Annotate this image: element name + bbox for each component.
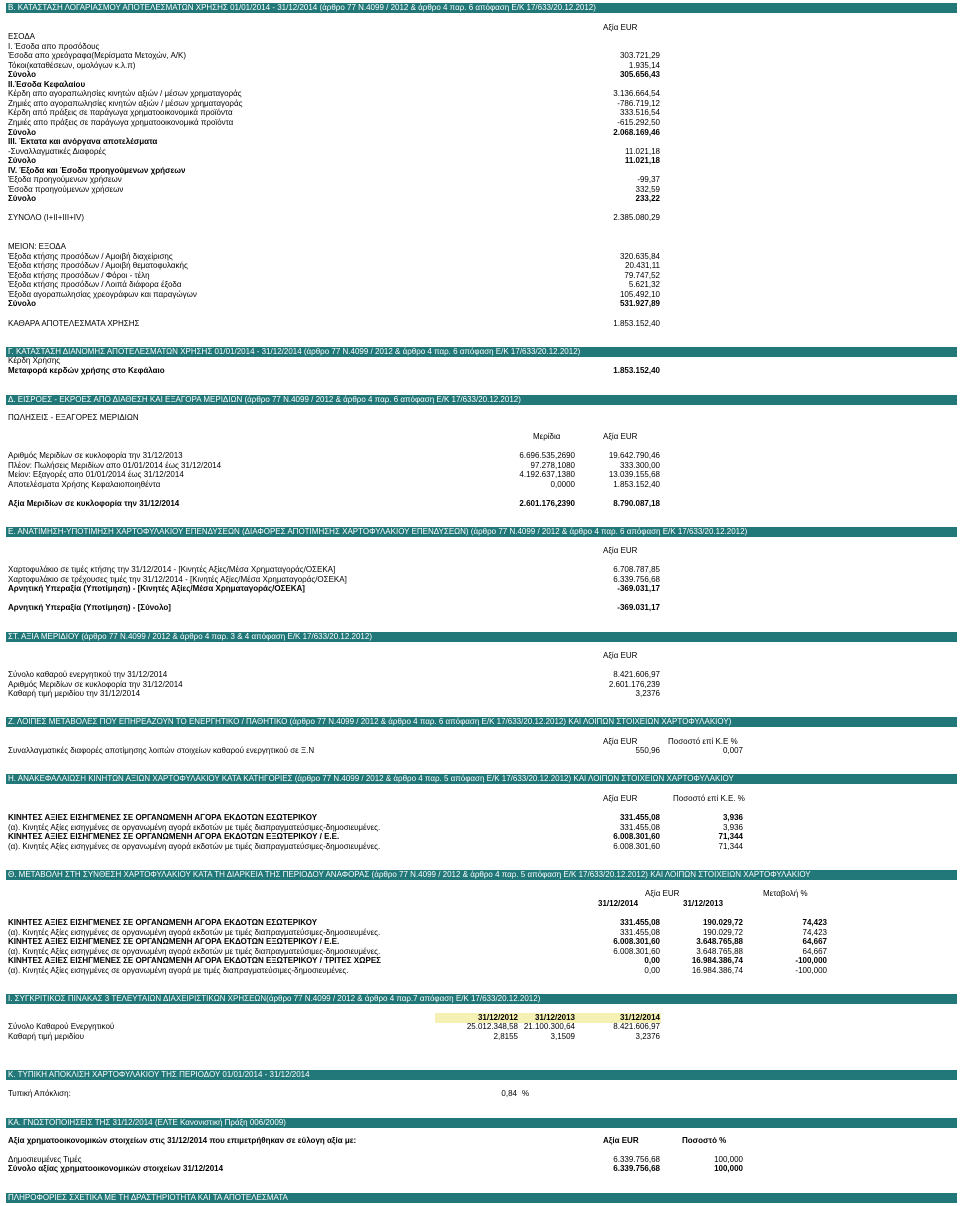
th-row-value-2014: 0,00 <box>644 966 660 975</box>
b-row-value: 105.492,10 <box>619 289 660 299</box>
b-row-label: Ζημιές απο πράξεις σε παράγωγα χρηματοοικονομικά προϊόντα <box>8 117 234 127</box>
g-line-2-value: 1.853.152,40 <box>613 366 660 375</box>
b-row-label: ΜΕΙΟΝ: ΕΞΟΔΑ <box>8 242 66 252</box>
b-row-value: -786.719,12 <box>617 98 660 108</box>
b-row-label: Έσοδα απο χρεόγραφα(Μερίσματα Μετοχών, Α/Κ) <box>8 51 187 61</box>
d-row-value: 13.039.155,68 <box>608 470 660 480</box>
i-row-value: 21.100.300,64 <box>523 1022 575 1031</box>
section-g-header: Γ. ΚΑΤΑΣΤΑΣΗ ΔΙΑΝΟΜΗΣ ΑΠΟΤΕΛΕΣΜΑΤΩΝ ΧΡΗΣΗΣ 01/01/2014 - 31/12/2014 (άρθρο 77 Ν.4099 / 2012 & άρθρο 4 παρ. 6 απόφαση Ε/Κ 17/633/20.12.2012) <box>6 347 957 357</box>
i-date-0: 31/12/2012 <box>477 1013 518 1022</box>
ka-row-pct: 100,000 <box>714 1155 743 1164</box>
e-row-value: 6.708.787,85 <box>613 565 660 574</box>
d-col-value: Αξία EUR <box>603 432 638 441</box>
d-subtitle: ΠΩΛΗΣΕΙΣ - ΕΞΑΓΟΡΕΣ ΜΕΡΙΔΙΩΝ <box>8 413 139 422</box>
b-row-value: 3.136.664,54 <box>613 89 660 99</box>
th-row-change: -100,000 <box>795 966 827 975</box>
h-row-pct: 3,936 <box>722 822 743 832</box>
th-row-value-2014: 331.455,08 <box>619 918 660 927</box>
b-col-header: Αξία EUR <box>603 23 638 32</box>
g-line-2-label: Μεταφορά κερδών χρήσης στο Κεφάλαιο <box>8 366 165 375</box>
g-line-1: Κέρδη Χρήσης <box>8 356 61 365</box>
section-d-header: Δ. ΕΙΣΡΟΕΣ - ΕΚΡΟΕΣ ΑΠΟ ΔΙΑΘΕΣΗ ΚΑΙ ΕΞΑΓΟΡΑ ΜΕΡΙΔΙΩΝ (άρθρο 77 Ν.4099 / 2012 & άρθρο 4 παρ. 6 απόφαση Ε/Κ 17/633/20.12.2012) <box>6 395 957 405</box>
th-col-change: Μεταβολή % <box>763 889 808 898</box>
z-col-pct: Ποσοστό επί Κ.Ε % <box>668 737 738 746</box>
th-row-value-2013: 3.648.765,88 <box>696 937 743 947</box>
th-row-value-2014: 6.008.301,60 <box>613 937 660 947</box>
d-row-units: 97.278,1080 <box>530 460 575 470</box>
th-row-change: 64,667 <box>802 946 827 956</box>
b-row-value: -99,37 <box>637 175 660 185</box>
b-row-label: Τόκοι(καταθέσεων, ομολόγων κ.λ.π) <box>8 60 136 70</box>
z-row-pct: 0,007 <box>722 746 743 755</box>
b-row-value: 2.068.169,46 <box>613 127 660 137</box>
ka-col-value: Αξία EUR <box>603 1136 639 1145</box>
b-row-label: ΚΑΘΑΡΑ ΑΠΟΤΕΛΕΣΜΑΤΑ ΧΡΗΣΗΣ <box>8 318 140 328</box>
i-date-1: 31/12/2013 <box>534 1013 575 1022</box>
th-col-date-2: 31/12/2013 <box>683 899 724 908</box>
z-row-label: Συναλλαγματικές διαφορές αποτίμησης λοιπών στοιχείων καθαρού ενεργητικού σε Ξ.Ν <box>8 746 315 755</box>
th-row-label: ΚΙΝΗΤΕΣ ΑΞΙΕΣ ΕΙΣΗΓΜΕΝΕΣ ΣΕ ΟΡΓΑΝΩΜΕΝΗ ΑΓΟΡΑ ΕΚΔΟΤΩΝ ΕΞΩΤΕΡΙΚΟΥ / ΤΡΙΤΕΣ ΧΩΡΕΣ <box>8 956 381 966</box>
section-st-header: ΣΤ. ΑΞΙΑ ΜΕΡΙΔΙΟΥ (άρθρο 77 Ν.4099 / 2012 & άρθρο 4 παρ. 3 & 4 απόφαση Ε/Κ 17/633/20.12.2012) <box>6 632 957 642</box>
b-row-label: Κέρδη από πράξεις σε παράγωγα χρηματοοικονομικά προϊόντα <box>8 108 233 118</box>
b-row-label: Έξοδα κτήσης προσόδων / Λοιπά διάφορα έξοδα <box>8 280 182 290</box>
i-row-value: 2,8155 <box>493 1032 518 1041</box>
b-row-value: 2.385.080,29 <box>613 213 660 223</box>
b-row-label: Έσοδα προηγούμενων χρήσεων <box>8 184 124 194</box>
section-k-header: Κ. ΤΥΠΙΚΗ ΑΠΟΚΛΙΣΗ ΧΑΡΤΟΦΥΛΑΚΙΟΥ ΤΗΣ ΠΕΡΙΟΔΟΥ 01/01/2014 - 31/12/2014 <box>6 1070 957 1080</box>
b-row-value: 20.431,11 <box>625 261 660 271</box>
b-row-value: 332,59 <box>635 184 660 194</box>
d-row-units: 4.192.637,1380 <box>519 470 575 480</box>
z-col-value: Αξία EUR <box>603 737 638 746</box>
th-row-value-2014: 6.008.301,60 <box>613 946 660 956</box>
b-row-label: Έξοδα κτήσης προσόδων / Αμοιβή διαχείρισης <box>8 251 173 261</box>
b-row-label: ΣΥΝΟΛΟ (Ι+ΙΙ+ΙΙΙ+ΙV) <box>8 213 84 223</box>
th-row-change: 64,667 <box>802 937 827 947</box>
th-row-change: 74,423 <box>802 918 827 927</box>
ka-col-pct: Ποσοστό % <box>682 1136 727 1145</box>
b-row-label: ΙV. Έξοδα και Έσοδα προηγούμενων χρήσεων <box>8 165 186 175</box>
d-row-value: 1.853.152,40 <box>613 479 660 489</box>
b-row-value: 1.935,14 <box>628 60 660 70</box>
ka-total-pct: 100,000 <box>714 1164 743 1173</box>
d-total-units: 2.601.176,2390 <box>519 499 575 508</box>
section-b-header: Β. ΚΑΤΑΣΤΑΣΗ ΛΟΓΑΡΙΑΣΜΟΥ ΑΠΟΤΕΛΕΣΜΑΤΩΝ ΧΡΗΣΗΣ 01/01/2014 - 31/12/2014 (άρθρο 77 Ν.4099 / 2012 & άρθρο 4 παρ. 6 απόφαση Ε/Κ 17/633/20.12.2012) <box>6 3 957 13</box>
st-row-label: Σύνολο καθαρού ενεργητικού την 31/12/2014 <box>8 670 168 679</box>
d-row-value: 333.300,00 <box>619 460 660 470</box>
h-row-pct: 3,936 <box>722 813 743 822</box>
b-row-label: ΙΙΙ. Έκτατα και ανόργανα αποτελέσματα <box>8 137 158 147</box>
th-row-change: 74,423 <box>802 927 827 937</box>
k-label: Τυπική Απόκλιση: <box>8 1089 71 1098</box>
b-row-value: 305.656,43 <box>619 70 660 80</box>
h-col-value: Αξία EUR <box>603 794 638 803</box>
d-row-value: 19.642.790,46 <box>608 451 660 460</box>
b-row-label: Έξοδα κτήσης προσόδων / Φόροι - τέλη <box>8 270 150 280</box>
h-row-label: ΚΙΝΗΤΕΣ ΑΞΙΕΣ ΕΙΣΗΓΜΕΝΕΣ ΣΕ ΟΡΓΑΝΩΜΕΝΗ ΑΓΟΡΑ ΕΚΔΟΤΩΝ ΕΞΩΤΕΡΙΚΟΥ / Ε.Ε. <box>8 832 340 842</box>
th-row-value-2013: 190.029,72 <box>702 918 743 927</box>
h-row-pct: 71,344 <box>718 841 743 851</box>
b-row-value: 11.021,18 <box>625 146 660 156</box>
ka-heading: Αξία χρηματοοικονομικών στοιχείων στις 31/12/2014 που επιμετρήθηκαν σε εύλογη αξία με: <box>8 1136 357 1145</box>
th-row-value-2014: 0,00 <box>644 956 660 966</box>
st-row-label: Καθαρή τιμή μεριδίου την 31/12/2014 <box>8 689 141 699</box>
h-row-value: 331.455,08 <box>619 822 660 832</box>
section-e-header: Ε. ΑΝΑΤΙΜΗΣΗ-ΥΠΟΤΙΜΗΣΗ ΧΑΡΤΟΦΥΛΑΚΙΟΥ ΕΠΕΝΔΥΣΕΩΝ (ΔΙΑΦΟΡΕΣ ΑΠΟΤΙΜΗΣΗΣ ΧΑΡΤΟΦΥΛΑΚΙΟΥ ΕΠΕΝΔΥΣΕΩΝ) (άρθρο 77 Ν.4099 / 2012 & άρθρο 4 παρ. 6 απόφαση Ε/Κ 17/633/20.12.2012) <box>6 527 957 537</box>
d-row-label: Μείον: Εξαγορές απο 01/01/2014 έως 31/12/2014 <box>8 470 184 480</box>
th-row-value-2013: 3.648.765,88 <box>696 946 743 956</box>
b-row-label: Κέρδη απο αγοραπωλησίες κινητών αξιών / μέσων χρηματαγοράς <box>8 89 242 99</box>
ka-total-value: 6.339.756,68 <box>613 1164 660 1173</box>
section-h-header: Η. ΑΝΑΚΕΦΑΛΑΙΩΣΗ ΚΙΝΗΤΩΝ ΑΞΙΩΝ ΧΑΡΤΟΦΥΛΑΚΙΟΥ ΚΑΤΑ ΚΑΤΗΓΟΡΙΕΣ (άρθρο 77 Ν.4099 / 2012 & άρθρο 4 παρ. 5 απόφαση Ε/Κ 17/633/20.12.2012) ΚΑΙ ΛΟΙΠΩΝ ΣΤΟΙΧΕΙΩΝ ΧΑΡΤΟΦΥΛΑΚΙΟΥ <box>6 774 957 784</box>
d-row-units: 0,0000 <box>550 479 575 489</box>
e-row-value: 6.339.756,68 <box>613 574 660 584</box>
st-col-value: Αξία EUR <box>603 651 638 660</box>
b-row-label: Σύνολο <box>8 156 37 166</box>
e-row-label: Χαρτοφυλάκιο σε τρέχουσες τιμές την 31/12/2014 - [Κινητές Αξίες/Μέσα Χρηματαγοράς/ΟΣΕΚΑ] <box>8 574 347 584</box>
d-row-label: Αριθμός Μεριδίων σε κυκλοφορία την 31/12/2013 <box>8 451 183 460</box>
b-row-value: -615.292,50 <box>617 117 660 127</box>
h-row-value: 6.008.301,60 <box>613 832 660 842</box>
section-i-header: Ι. ΣΥΓΚΡΙΤΙΚΟΣ ΠΙΝΑΚΑΣ 3 ΤΕΛΕΥΤΑΙΩΝ ΔΙΑΧΕΙΡΙΣΤΙΚΩΝ ΧΡΗΣΕΩΝ(άρθρο 77 Ν.4099 / 2012 & άρθρο 4 παρ.7 απόφαση Ε/Κ 17/633/20.12.2012) <box>6 994 957 1004</box>
th-col-date-1: 31/12/2014 <box>598 899 639 908</box>
h-row-label: (α). Κινητές Αξίες εισηγμένες σε οργανωμένη αγορά εκδοτών με τιμές διαπραγματεύσιμες-δημοσιευμένες. <box>8 822 381 832</box>
d-row-units: 6.696.535,2690 <box>519 451 575 460</box>
b-row-label: Έξοδα προηγούμενων χρήσεων <box>8 175 122 185</box>
b-row-label: Έξοδα κτήσης προσόδων / Αμοιβή θεματοφυλακής <box>8 261 188 271</box>
i-row-value: 8.421.606,97 <box>613 1022 660 1031</box>
b-row-value: 333.516,54 <box>619 108 660 118</box>
st-row-value: 8.421.606,97 <box>613 670 660 679</box>
d-total-label: Αξία Μεριδίων σε κυκλοφορία την 31/12/2014 <box>8 499 180 508</box>
th-row-label: ΚΙΝΗΤΕΣ ΑΞΙΕΣ ΕΙΣΗΓΜΕΝΕΣ ΣΕ ΟΡΓΑΝΩΜΕΝΗ ΑΓΟΡΑ ΕΚΔΟΤΩΝ ΕΞΩΤΕΡΙΚΟΥ / Ε.Ε. <box>8 937 340 947</box>
th-col-value: Αξία EUR <box>645 889 680 898</box>
e-total-value: -369.031,17 <box>617 603 660 612</box>
i-row-value: 3,1509 <box>550 1032 575 1041</box>
th-row-label: (α). Κινητές Αξίες εισηγμένες σε οργανωμένη αγορά με τιμές διαπραγματεύσιμες-δημοσιευμένες. <box>8 966 349 975</box>
b-row-value: 79.747,52 <box>624 270 660 280</box>
section-th-header: Θ. ΜΕΤΑΒΟΛΗ ΣΤΗ ΣΥΝΘΕΣΗ ΧΑΡΤΟΦΥΛΑΚΙΟΥ ΚΑΤΑ ΤΗ ΔΙΑΡΚΕΙΑ ΤΗΣ ΠΕΡΙΟΔΟΥ ΑΝΑΦΟΡΑΣ (άρθρο 77 Ν.4099 / 2012 & άρθρο 4 παρ. 5 απόφαση Ε/Κ 17/633/20.12.2012) ΚΑΙ ΛΟΙΠΩΝ ΣΤΟΙΧΕΙΩΝ ΧΑΡΤΟΦΥΛΑΚΙΟΥ <box>6 870 957 880</box>
th-row-value-2013: 190.029,72 <box>702 927 743 937</box>
h-row-label: (α). Κινητές Αξίες εισηγμένες σε οργανωμένη αγορά εκδοτών με τιμές διαπραγματεύσιμες-δημοσιευμένες. <box>8 841 381 851</box>
i-row-value: 3,2376 <box>635 1032 660 1041</box>
h-row-value: 331.455,08 <box>619 813 660 822</box>
st-row-value: 2.601.176,239 <box>608 679 660 689</box>
th-row-change: -100,000 <box>795 956 827 966</box>
ka-total-label: Σύνολο αξίας χρηματοοικονομικών στοιχείων 31/12/2014 <box>8 1164 224 1173</box>
section-info-header: ΠΛΗΡΟΦΟΡΙΕΣ ΣΧΕΤΙΚΑ ΜΕ ΤΗ ΔΡΑΣΤΗΡΙΟΤΗΤΑ ΚΑΙ ΤΑ ΑΠΟΤΕΛΕΣΜΑΤΑ <box>6 1193 957 1203</box>
i-date-2: 31/12/2014 <box>619 1013 660 1022</box>
e-col-value: Αξία EUR <box>603 546 638 555</box>
b-row-label: Σύνολο <box>8 194 37 204</box>
b-row-label: Ι. Έσοδα απο προσόδους <box>8 41 100 51</box>
h-col-pct: Ποσοστό επί Κ.Ε. % <box>673 794 745 803</box>
th-row-label: ΚΙΝΗΤΕΣ ΑΞΙΕΣ ΕΙΣΗΓΜΕΝΕΣ ΣΕ ΟΡΓΑΝΩΜΕΝΗ ΑΓΟΡΑ ΕΚΔΟΤΩΝ ΕΣΩΤΕΡΙΚΟΥ <box>8 918 318 927</box>
b-row-value: 5.621,32 <box>628 280 660 290</box>
th-row-value-2013: 16.984.386,74 <box>691 956 743 966</box>
section-z-header: Ζ. ΛΟΙΠΕΣ ΜΕΤΑΒΟΛΕΣ ΠΟΥ ΕΠΗΡΕΑΖΟΥΝ ΤΟ ΕΝΕΡΓΗΤΙΚΟ / ΠΑΘΗΤΙΚΟ (άρθρο 77 Ν.4099 / 2012 & άρθρο 4 παρ. 6 απόφαση Ε/Κ 17/633/20.12.2012) ΚΑΙ ΛΟΙΠΩΝ ΣΤΟΙΧΕΙΩΝ ΧΑΡΤΟΦΥΛΑΚΙΟΥ) <box>6 717 957 727</box>
b-row-label: Ζημιές απο αγοραπωλησίες κινητών αξιών / μέσων χρηματαγοράς <box>8 98 243 108</box>
b-row-value: 531.927,89 <box>619 299 660 309</box>
b-row-label: Σύνολο <box>8 127 37 137</box>
e-total-label: Αρνητική Υπεραξία (Υποτίμηση) - [Σύνολο] <box>8 603 171 612</box>
d-col-units: Μερίδια <box>533 432 561 441</box>
h-row-pct: 71,344 <box>718 832 743 842</box>
d-row-label: Αποτελέσματα Χρήσης Κεφαλαιοποιηθέντα <box>8 479 161 489</box>
e-row-label: Αρνητική Υπεραξία (Υποτίμηση) - [Κινητές Αξίες/Μέσα Χρηματαγοράς/ΟΣΕΚΑ] <box>8 584 305 594</box>
th-row-value-2014: 331.455,08 <box>619 927 660 937</box>
ka-row-value: 6.339.756,68 <box>613 1155 660 1164</box>
z-row-value: 550,96 <box>635 746 660 755</box>
h-row-value: 6.008.301,60 <box>613 841 660 851</box>
e-row-label: Χαρτοφυλάκιο σε τιμές κτήσης την 31/12/2014 - [Κινητές Αξίες/Μέσα Χρηματαγοράς/ΟΣΕΚΑ] <box>8 565 336 574</box>
th-row-value-2013: 16.984.386,74 <box>691 966 743 975</box>
k-value: 0,84 <box>501 1089 517 1098</box>
i-row-label: Σύνολο Καθαρού Ενεργητικού <box>8 1022 115 1031</box>
i-row-label: Καθαρή τιμή μεριδίου <box>8 1032 84 1041</box>
d-total-value: 8.790.087,18 <box>613 499 660 508</box>
i-row-value: 25.012.348,58 <box>466 1022 518 1031</box>
e-row-value: -369.031,17 <box>617 584 660 594</box>
b-row-label: -Συναλλαγματικές Διαφορές <box>8 146 106 156</box>
b-row-value: 1.853.152,40 <box>613 318 660 328</box>
b-row-label: ΕΣΟΔΑ <box>8 32 36 41</box>
th-row-label: (α). Κινητές Αξίες εισηγμένες σε οργανωμένη αγορά εκδοτών με τιμές διαπραγματεύσιμες-δημοσιευμένες. <box>8 927 381 937</box>
d-row-label: Πλέον: Πωλήσεις Μεριδίων απο 01/01/2014 έως 31/12/2014 <box>8 460 222 470</box>
b-row-value: 303.721,29 <box>619 51 660 61</box>
b-row-label: ΙΙ.Έσοδα Κεφαλαίου <box>8 79 86 89</box>
b-row-label: Έξοδα αγοραπωλησίας χρεογράφων και παραγώγων <box>8 289 197 299</box>
th-row-label: (α). Κινητές Αξίες εισηγμένες σε οργανωμένη αγορά εκδοτών με τιμές διαπραγματεύσιμες-δημοσιευμένες. <box>8 946 381 956</box>
b-row-value: 11.021,18 <box>624 156 660 166</box>
h-row-label: ΚΙΝΗΤΕΣ ΑΞΙΕΣ ΕΙΣΗΓΜΕΝΕΣ ΣΕ ΟΡΓΑΝΩΜΕΝΗ ΑΓΟΡΑ ΕΚΔΟΤΩΝ ΕΣΩΤΕΡΙΚΟΥ <box>8 813 318 822</box>
st-row-label: Αριθμός Μεριδίων σε κυκλοφορία την 31/12/2014 <box>8 679 183 689</box>
section-ka-header: ΚΑ. ΓΝΩΣΤΟΠΟΙΗΣΕΙΣ ΤΗΣ 31/12/2014 (ΕΛΤΕ Κανονιστική Πράξη 006/2009) <box>6 1118 957 1128</box>
st-row-value: 3,2376 <box>635 689 660 699</box>
b-row-label: Σύνολο <box>8 70 37 80</box>
k-unit: % <box>522 1089 530 1098</box>
b-row-value: 320.635,84 <box>619 251 660 261</box>
ka-row-label: Δημοσιευμένες Τιμές <box>8 1155 82 1164</box>
b-row-label: Σύνολο <box>8 299 37 309</box>
b-row-value: 233,22 <box>635 194 660 204</box>
